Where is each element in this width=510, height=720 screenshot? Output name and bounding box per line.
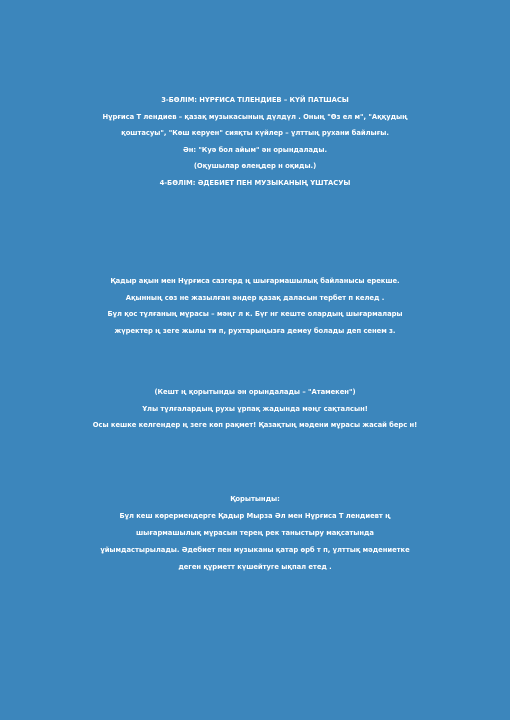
- section-3-line-4: (Оқушылар өлеңдер н оқиды.): [193, 162, 317, 171]
- middle-line-4: жүректер ң зеге жылы ти п, рухтарыңызға демеу болады деп сенем з.: [114, 326, 396, 335]
- middle-line-1: Қадыр ақын мен Нұрғиса сазгерд ң шығармашылық байланысы ерекше.: [110, 277, 400, 285]
- section-4-heading: 4-БӨЛІМ: ӘДЕБИЕТ ПЕН МУЗЫКАНЫҢ ҰШТАСУЫ: [159, 178, 351, 187]
- conclusion-line-2: шығармашылық мұрасын терең рек таныстыру мақсатында: [136, 529, 374, 537]
- conclusion-block: [0, 491, 510, 576]
- closing-block: [0, 384, 510, 434]
- conclusion-line-1: Бұл кеш көрермендерге Қадыр Мырза Әл мен Нұрғиса Т лендиевт ң: [119, 512, 391, 520]
- middle-line-2: Ақынның сөз не жазылған әндер қазақ даласын тербет п келед .: [125, 293, 385, 302]
- conclusion-heading: Қорытынды:: [230, 495, 280, 503]
- section-3-line-2: қоштасуы", "Көш керуен" сияқты күйлер – ұлттың рухани байлығы.: [121, 129, 389, 138]
- section-3-block: [0, 92, 510, 192]
- ending-line-3: Осы кешке келгендер ң зеге көп рақмет! Қазақтың мәдени мұрасы жасай берс н!: [92, 421, 418, 430]
- conclusion-line-4: деген құрметт күшейтуге ықпал етед .: [178, 563, 332, 571]
- middle-line-3: Бұл қос тұлғаның мұрасы – мәңг л к. Бүг нг кеште олардың шығармалары: [107, 310, 403, 319]
- section-3-line-3: Ән: "Куә бол айым" ән орындалады.: [182, 145, 328, 154]
- conclusion-line-3: ұйымдастырылады. Әдебиет пен музыканы қатар өрб т п, ұлттық мәдениетке: [100, 546, 410, 554]
- ending-line-2: Ұлы тұлғалардың рухы ұрпақ жадында мәңг сақталсын!: [142, 404, 368, 413]
- section-3-heading: 3-БӨЛІМ: НҰРҒИСА ТІЛЕНДИЕВ – КҮЙ ПАТШАСЫ: [161, 96, 349, 104]
- section-3-line-1: Нұрғиса Т лендиев – қазақ музыкасының дүлдүл . Оның "Өз ел м", "Аққудың: [102, 112, 408, 121]
- ending-line-1: (Кешт ң қорытынды ән орындалады – "Атамекен"): [154, 388, 356, 396]
- literature-music-block: [0, 273, 510, 339]
